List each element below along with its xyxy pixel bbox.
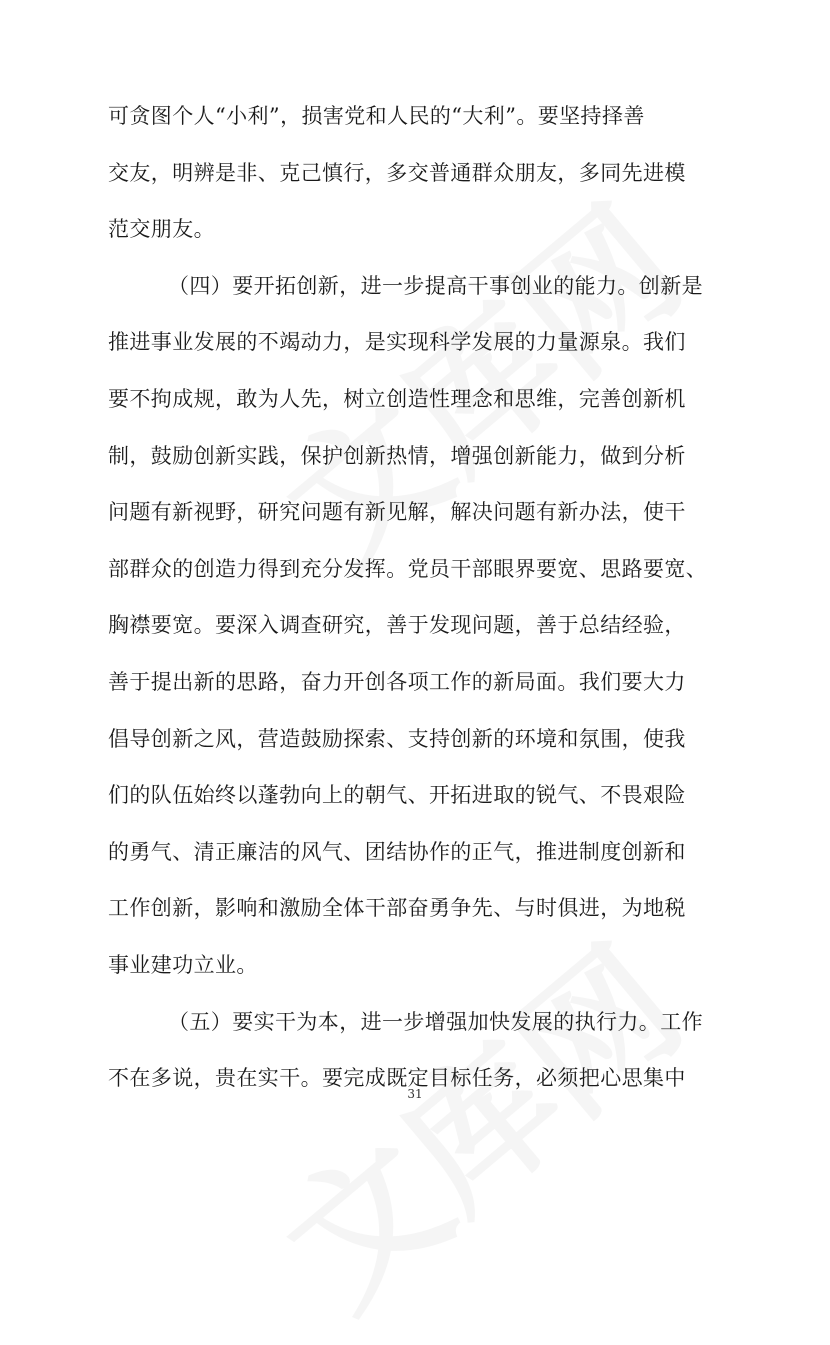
section-five-heading-line: （五）要实干为本，进一步增强加快发展的执行力。工作 (168, 1009, 703, 1034)
body-text (108, 88, 708, 1107)
section-four-heading-line: （四）要开拓创新，进一步提高干事创业的能力。创新是 (168, 273, 703, 298)
page-number: 31 (407, 1087, 423, 1101)
text-line: 要不拘成规，敢为人先，树立创造性理念和思维，完善创新机 (108, 386, 686, 411)
text-line: 交友，明辨是非、克己慎行，多交普通群众朋友，多同先进模 (108, 160, 686, 185)
text-line: 不在多说，贵在实干。要完成既定目标任务，必须把心思集中 (108, 1066, 686, 1091)
text-line: 事业建功立业。 (108, 952, 258, 977)
text-line: 可贪图个人“小利”，损害党和人民的“大利”。要坚持择善 (108, 104, 645, 128)
text-line: 胸襟要宽。要深入调查研究，善于发现问题，善于总结经验， (108, 613, 686, 638)
text-line: 善于提出新的思路，奋力开创各项工作的新局面。我们要大力 (108, 669, 686, 694)
text-line: 工作创新，影响和激励全体干部奋勇争先、与时俱进，为地税 (108, 896, 686, 921)
text-line: 倡导创新之风，营造鼓励探索、支持创新的环境和氛围，使我 (108, 726, 686, 751)
text-line: 们的队伍始终以蓬勃向上的朝气、开拓进取的锐气、不畏艰险 (108, 783, 686, 808)
text-line: 问题有新视野，研究问题有新见解，解决问题有新办法，使干 (108, 500, 686, 525)
text-line: 部群众的创造力得到充分发挥。党员干部眼界要宽、思路要宽、 (108, 556, 708, 581)
text-line: 制，鼓励创新实践，保护创新热情，增强创新能力，做到分析 (108, 443, 686, 468)
text-line: 推进事业发展的不竭动力，是实现科学发展的力量源泉。我们 (108, 330, 686, 355)
text-line: 范交朋友。 (108, 217, 215, 242)
text-line: 的勇气、清正廉洁的风气、团结协作的正气，推进制度创新和 (108, 839, 686, 864)
